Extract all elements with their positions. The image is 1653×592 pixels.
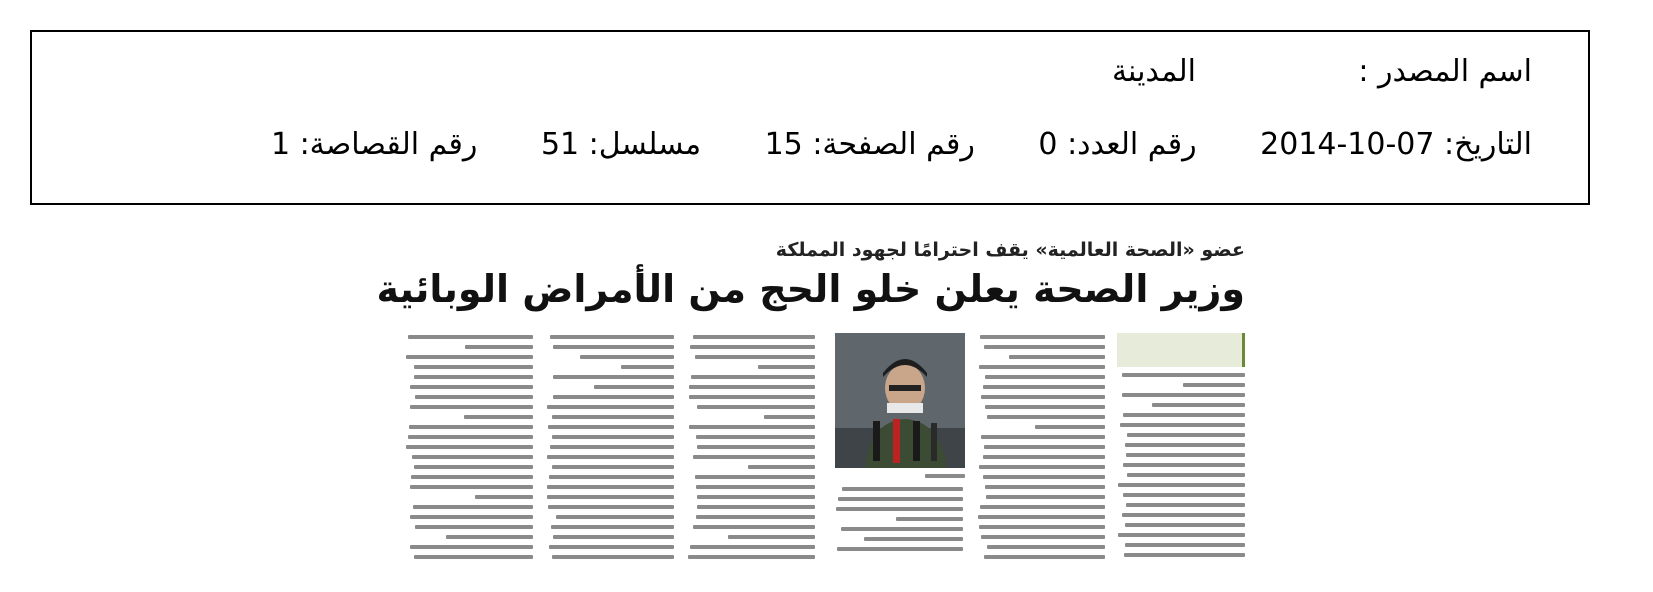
text-line (549, 475, 674, 479)
text-line (696, 515, 815, 519)
page-value: 15 (764, 127, 803, 162)
text-line (552, 435, 674, 439)
clip-value: 1 (270, 127, 291, 162)
article-column (687, 333, 815, 561)
text-line (548, 505, 674, 509)
text-line (979, 365, 1105, 369)
text-line (986, 495, 1105, 499)
article-kicker: عضو «الصحة العالمية» يقف احترامًا لجهود المملكة (775, 239, 1245, 261)
text-line (1152, 403, 1245, 407)
text-line (552, 415, 674, 419)
text-line (981, 535, 1105, 539)
text-line (1126, 453, 1245, 457)
text-line (553, 345, 674, 349)
text-line (697, 445, 815, 449)
photo-caption (835, 472, 965, 480)
article-column (1117, 333, 1245, 561)
text-line (410, 485, 533, 489)
text-line (691, 375, 815, 379)
text-line (1122, 373, 1245, 377)
text-line (981, 435, 1105, 439)
source-value: المدينة (1111, 54, 1196, 89)
text-line (689, 385, 815, 389)
text-line (728, 535, 815, 539)
text-line (409, 425, 533, 429)
text-line (547, 485, 674, 489)
text-line (550, 445, 674, 449)
text-line (547, 455, 674, 459)
text-line (1123, 493, 1245, 497)
text-line (550, 335, 674, 339)
serial-label: مسلسل: (588, 127, 702, 162)
text-line (842, 487, 963, 491)
text-line (556, 515, 674, 519)
text-line (408, 335, 533, 339)
text-line (464, 415, 533, 419)
text-line (984, 345, 1105, 349)
text-line (1126, 503, 1245, 507)
date-value: 2014-10-07 (1260, 127, 1435, 162)
text-line (411, 475, 533, 479)
text-line (748, 465, 815, 469)
text-line (414, 365, 533, 369)
text-line (696, 485, 815, 489)
text-line (985, 405, 1105, 409)
source-label: اسم المصدر : (1358, 54, 1532, 89)
text-line (410, 545, 533, 549)
clip-label: رقم القصاصة: (299, 127, 478, 162)
text-line (594, 385, 674, 389)
text-line (446, 535, 533, 539)
text-line (983, 455, 1105, 459)
text-line (551, 525, 674, 529)
text-line (697, 495, 815, 499)
serial-value: 51 (540, 127, 580, 162)
text-line (414, 555, 533, 559)
text-line (406, 355, 533, 359)
text-line (1125, 523, 1245, 527)
text-line (1183, 383, 1245, 387)
text-line (987, 545, 1105, 549)
page-label: رقم الصفحة: (812, 127, 975, 162)
newspaper-clipping (376, 235, 1245, 565)
text-line (980, 335, 1105, 339)
text-line (552, 465, 674, 469)
text-line (465, 345, 533, 349)
text-line (695, 355, 815, 359)
text-line (1125, 543, 1245, 547)
text-line (841, 527, 963, 531)
text-line (1035, 425, 1105, 429)
text-line (896, 517, 963, 521)
text-line (837, 547, 963, 551)
article-body (405, 333, 1245, 563)
clipping-info-box (30, 30, 1590, 205)
text-line (580, 355, 674, 359)
text-line (410, 405, 533, 409)
text-line (412, 455, 533, 459)
text-line (985, 375, 1105, 379)
text-line (1127, 473, 1245, 477)
text-line (553, 395, 674, 399)
text-line (979, 465, 1105, 469)
article-column (405, 333, 533, 561)
text-line (410, 515, 533, 519)
text-line (553, 375, 674, 379)
text-line (414, 465, 533, 469)
text-line (1122, 393, 1245, 397)
article-photo (835, 333, 965, 468)
text-line (1123, 463, 1245, 467)
text-line (552, 555, 674, 559)
text-line (983, 385, 1105, 389)
text-line (1127, 433, 1245, 437)
text-line (695, 475, 815, 479)
byline-box (1117, 333, 1245, 367)
text-line (983, 475, 1105, 479)
text-line (758, 365, 815, 369)
text-line (987, 415, 1105, 419)
text-line (697, 405, 815, 409)
text-line (547, 405, 674, 409)
text-line (408, 435, 533, 439)
article-column (977, 333, 1105, 561)
text-line (984, 445, 1105, 449)
text-line (980, 505, 1105, 509)
text-line (690, 345, 815, 349)
caption-line (925, 474, 965, 478)
issue-label: رقم العدد: (1067, 127, 1197, 162)
text-line (984, 555, 1105, 559)
text-line (415, 395, 533, 399)
text-line (693, 525, 815, 529)
text-line (978, 515, 1105, 519)
text-line (981, 395, 1105, 399)
text-line (553, 535, 674, 539)
text-line (696, 435, 815, 439)
issue-value: 0 (1038, 127, 1058, 162)
minister-photo-illustration (835, 333, 965, 468)
text-line (1118, 533, 1245, 537)
text-line (764, 415, 815, 419)
text-line (1122, 513, 1245, 517)
text-line (1118, 483, 1245, 487)
text-line (410, 385, 533, 389)
article-column (546, 333, 674, 561)
text-line (1123, 413, 1245, 417)
text-line (1125, 443, 1245, 447)
text-line (693, 455, 815, 459)
text-line (1120, 423, 1245, 427)
text-line (838, 497, 963, 501)
text-line (413, 505, 533, 509)
text-line (406, 445, 533, 449)
text-line (547, 495, 674, 499)
text-line (979, 525, 1105, 529)
text-line (985, 485, 1105, 489)
text-line (689, 395, 815, 399)
text-line (864, 537, 963, 541)
text-line (1124, 553, 1245, 557)
text-line (549, 545, 674, 549)
text-line (621, 365, 674, 369)
text-line (689, 425, 815, 429)
text-line (548, 425, 674, 429)
text-line (415, 525, 533, 529)
text-line (414, 375, 533, 379)
text-line (836, 507, 963, 511)
text-line (475, 495, 533, 499)
metadata-line (271, 127, 1532, 162)
text-line (1009, 355, 1105, 359)
text-line (697, 505, 815, 509)
article-headline: وزير الصحة يعلن خلو الحج من الأمراض الوبائية (376, 267, 1245, 311)
date-label: التاريخ: (1444, 127, 1532, 162)
text-line (693, 335, 815, 339)
text-line (690, 545, 815, 549)
text-line (688, 555, 815, 559)
